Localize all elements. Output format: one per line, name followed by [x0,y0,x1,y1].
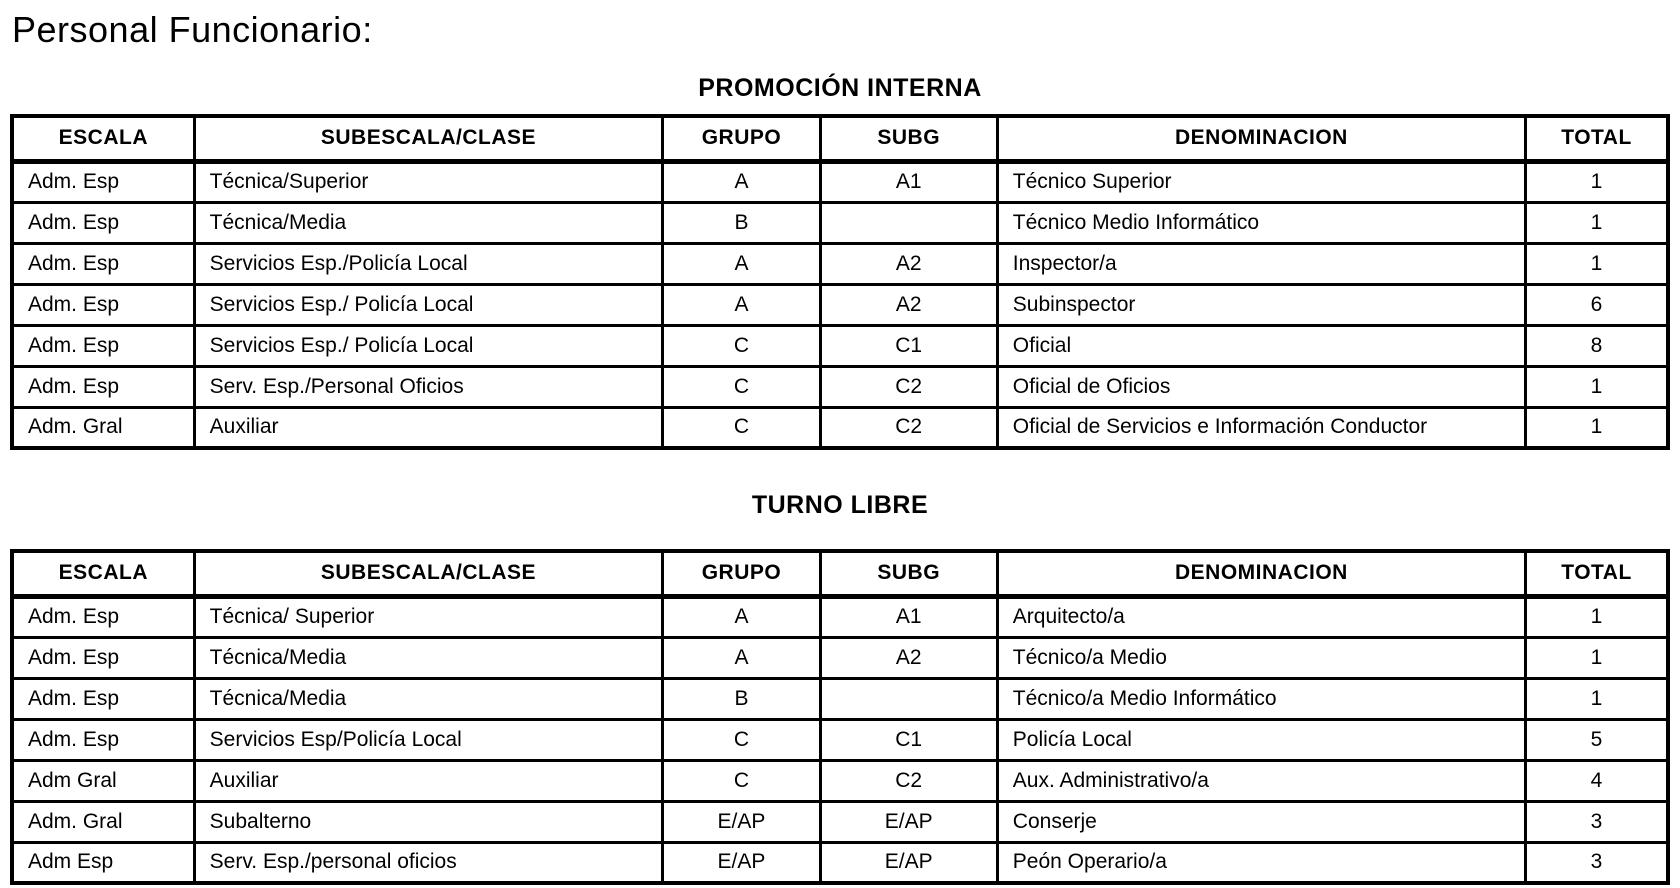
table-cell: Oficial de Oficios [997,366,1525,407]
table-header [12,551,1668,596]
table-cell: 6 [1526,284,1668,325]
table-row [12,325,1668,366]
table-cell: Adm. Esp [12,678,194,719]
table-cell: C2 [820,407,997,448]
table-cell: Subalterno [194,801,663,842]
table-cell: E/AP [663,801,820,842]
table-cell: Adm. Gral [12,801,194,842]
table-cell: Adm. Esp [12,325,194,366]
table-cell: Servicios Esp./ Policía Local [194,325,663,366]
header-cell: ESCALA [12,116,194,161]
table-cell: C1 [820,325,997,366]
table-cell: C1 [820,719,997,760]
table-cell: Adm. Esp [12,596,194,637]
table-header [12,116,1668,161]
table-cell: 1 [1526,678,1668,719]
table-cell: C [663,407,820,448]
table-cell: Policía Local [997,719,1525,760]
table-cell: Conserje [997,801,1525,842]
header-cell: DENOMINACION [997,116,1525,161]
table-cell: 1 [1526,366,1668,407]
table-cell: Adm. Esp [12,243,194,284]
table-cell: Técnico/a Medio Informático [997,678,1525,719]
table-cell [820,202,997,243]
table-row [12,366,1668,407]
table-cell: Aux. Administrativo/a [997,760,1525,801]
table-cell: 3 [1526,842,1668,883]
table-row [12,719,1668,760]
table-cell: Subinspector [997,284,1525,325]
table-row [12,637,1668,678]
header-cell: GRUPO [663,116,820,161]
table-cell: Arquitecto/a [997,596,1525,637]
table-cell: C [663,719,820,760]
table-cell: A1 [820,596,997,637]
table-cell: Oficial de Servicios e Información Conductor [997,407,1525,448]
table-row [12,284,1668,325]
table-cell: Servicios Esp./Policía Local [194,243,663,284]
table-cell [820,678,997,719]
header-cell: SUBESCALA/CLASE [194,116,663,161]
table-cell: Técnica/ Superior [194,596,663,637]
page-title: Personal Funcionario: [12,9,373,50]
table-body [12,596,1668,883]
table-cell: Técnico/a Medio [997,637,1525,678]
table-cell: Servicios Esp./ Policía Local [194,284,663,325]
table-cell: 1 [1526,202,1668,243]
header-cell: TOTAL [1526,116,1668,161]
table-cell: A [663,243,820,284]
table-row [12,842,1668,883]
section-title-promocion-interna: PROMOCIÓN INTERNA [698,74,982,102]
table-cell: Inspector/a [997,243,1525,284]
table-cell: C2 [820,366,997,407]
table-cell: A2 [820,637,997,678]
table-row [12,243,1668,284]
table-cell: A [663,161,820,202]
table-cell: A1 [820,161,997,202]
table-body [12,161,1668,448]
table-row [12,161,1668,202]
header-row [12,551,1668,596]
header-cell: DENOMINACION [997,551,1525,596]
promocion-interna-table [10,114,1670,450]
table-cell: A [663,596,820,637]
table-cell: 4 [1526,760,1668,801]
table-cell: A [663,637,820,678]
table-cell: Serv. Esp./personal oficios [194,842,663,883]
header-cell: SUBG [820,116,997,161]
section-title-turno-libre: TURNO LIBRE [751,491,929,519]
table-cell: Oficial [997,325,1525,366]
table-cell: Adm. Esp [12,161,194,202]
table-cell: 1 [1526,596,1668,637]
table-cell: Adm. Gral [12,407,194,448]
table-cell: B [663,202,820,243]
table-row [12,596,1668,637]
table-cell: Técnica/Superior [194,161,663,202]
table-cell: 3 [1526,801,1668,842]
table-cell: Técnica/Media [194,678,663,719]
table-cell: B [663,678,820,719]
table-cell: 1 [1526,243,1668,284]
table-cell: Adm. Esp [12,202,194,243]
table-cell: Adm. Esp [12,719,194,760]
table-cell: 8 [1526,325,1668,366]
table-cell: C [663,366,820,407]
table-cell: Serv. Esp./Personal Oficios [194,366,663,407]
header-cell: GRUPO [663,551,820,596]
table-cell: Adm. Esp [12,284,194,325]
table-row [12,801,1668,842]
table-cell: Peón Operario/a [997,842,1525,883]
header-cell: ESCALA [12,551,194,596]
table-cell: Auxiliar [194,407,663,448]
table-cell: 1 [1526,637,1668,678]
table-row [12,678,1668,719]
table-cell: Adm Esp [12,842,194,883]
header-row [12,116,1668,161]
table-row [12,760,1668,801]
table-cell: Adm Gral [12,760,194,801]
header-cell: SUBESCALA/CLASE [194,551,663,596]
table-row [12,407,1668,448]
table-cell: C [663,760,820,801]
table-cell: Adm. Esp [12,637,194,678]
table-cell: Técnico Superior [997,161,1525,202]
table-cell: A2 [820,243,997,284]
table-cell: 5 [1526,719,1668,760]
turno-libre-table [10,549,1670,885]
table-cell: C2 [820,760,997,801]
table-cell: Adm. Esp [12,366,194,407]
table-cell: A2 [820,284,997,325]
header-cell: TOTAL [1526,551,1668,596]
table-cell: Técnica/Media [194,637,663,678]
table-cell: C [663,325,820,366]
table-cell: E/AP [820,801,997,842]
table-cell: 1 [1526,161,1668,202]
table-row [12,202,1668,243]
table-cell: A [663,284,820,325]
table-cell: Servicios Esp/Policía Local [194,719,663,760]
table-cell: Auxiliar [194,760,663,801]
table-cell: Técnico Medio Informático [997,202,1525,243]
table-cell: 1 [1526,407,1668,448]
table-cell: E/AP [663,842,820,883]
table-cell: Técnica/Media [194,202,663,243]
header-cell: SUBG [820,551,997,596]
table-cell: E/AP [820,842,997,883]
